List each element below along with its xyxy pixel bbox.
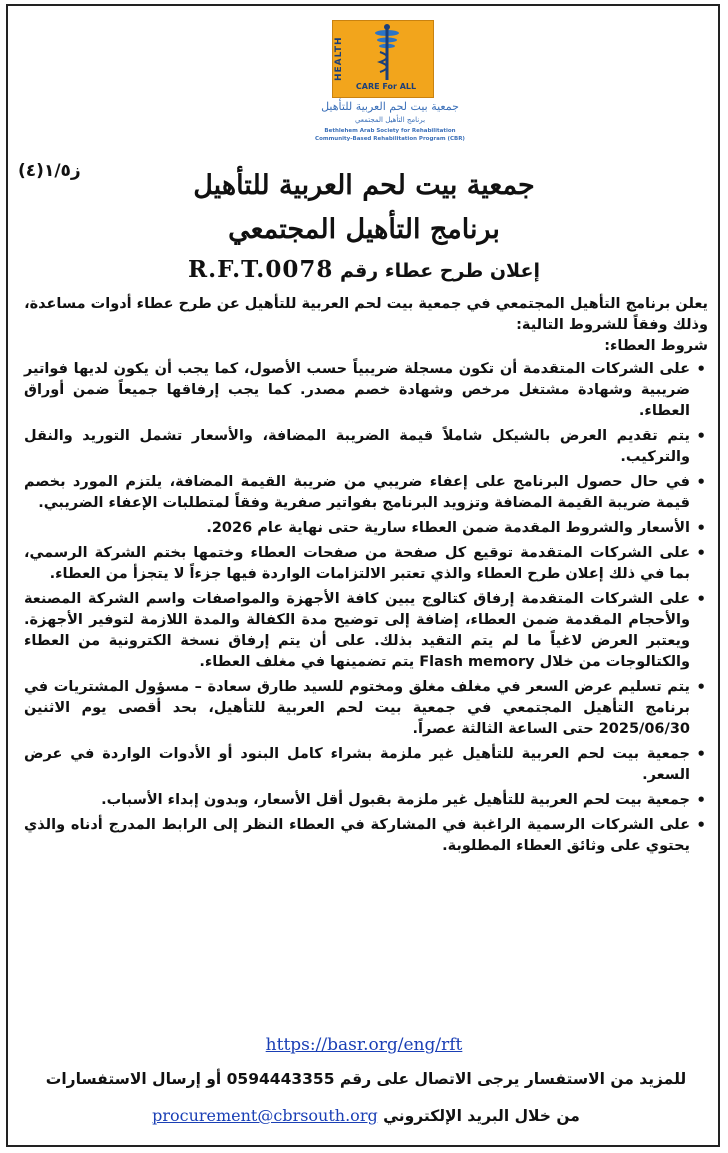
logo-vertical-text: HEALTH	[334, 36, 344, 82]
logo-english-program: Community-Based Rehabilitation Program (CBR)	[315, 136, 465, 142]
term-item: • يتم تسليم عرض السعر في مغلف مغلق ومختوم للسيد طارق سعادة – مسؤول المشتريات في برنامج التأهيل المجتمعي في جمعية بيت لحم العربية للتأهيل، بحد أقصى يوم الاثنين 2025/06/30 حتى الساعة الثالثة عصراً.	[24, 677, 690, 740]
tender-label: إعلان طرح عطاء رقم	[339, 260, 540, 282]
program-title: برنامج التأهيل المجتمعي	[228, 214, 500, 245]
term-item: • على الشركات المتقدمة أن تكون مسجلة ضريبياً حسب الأصول، كما يجب أن يكون لديها فواتير ضريبية وشهادة مشتغل مرخص وشهادة خصم مصدر. كما يجب إرفاقها جميعاً ضمن أوراق العطاء.	[24, 359, 690, 422]
term-item: • في حال حصول البرنامج على إعفاء ضريبي من ضريبة القيمة المضافة، يلتزم المورد بخصم قيمة ضريبة القيمة المضافة وتزويد البرنامج بفواتير صفرية وفقاً لمتطلبات الإعفاء الضريبي.	[24, 472, 690, 514]
term-item: • الأسعار والشروط المقدمة ضمن العطاء سارية حتى نهاية عام 2026.	[24, 518, 690, 539]
logo-arabic-program: برنامج التأهيل المجتمعي	[354, 116, 426, 124]
term-item: • جمعية بيت لحم العربية للتأهيل غير ملزمة بقبول أقل الأسعار، وبدون إبداء الأسباب.	[24, 790, 690, 811]
term-item: • على الشركات المتقدمة توقيع كل صفحة من صفحات العطاء وختمها بختم الشركة الرسمي، بما في ذلك إعلان طرح العطاء والذي تعتبر الالتزامات الواردة فيها جزءاً لا يتجزأ من العطاء.	[24, 543, 690, 585]
caduceus-icon	[362, 24, 412, 84]
logo-arabic-name: جمعية بيت لحم العربية للتأهيل	[321, 100, 459, 113]
tender-documents-link[interactable]: https://basr.org/eng/rft	[265, 1035, 463, 1055]
term-item: • على الشركات الرسمية الراغبة في المشاركة في العطاء النظر إلى الرابط المدرج أدناه والذي يحتوي على وثائق العطاء المطلوبة.	[24, 815, 690, 857]
intro-line-2: وذلك وفقاً للشروط التالية:	[516, 317, 708, 333]
contact-line-2	[24, 1106, 708, 1125]
tender-heading	[0, 256, 728, 283]
contact-email-prefix: من خلال البريد الإلكتروني	[383, 1107, 580, 1125]
organization-title: جمعية بيت لحم العربية للتأهيل	[193, 170, 535, 201]
conditions-heading: شروط العطاء:	[604, 338, 708, 354]
reference-code: ز١/٥(٤)	[18, 161, 81, 181]
announcement-body	[24, 294, 708, 861]
procurement-email-link[interactable]: procurement@cbrsouth.org	[152, 1106, 378, 1125]
intro-line-1: يعلن برنامج التأهيل المجتمعي في جمعية بيت لحم العربية للتأهيل عن طرح عطاء أدوات مساعدة،	[24, 296, 708, 312]
contact-line-1: للمزيد من الاستفسار يرجى الاتصال على رقم 0594443355 أو إرسال الاستفسارات	[45, 1070, 687, 1088]
terms-list	[24, 359, 708, 857]
term-item: • جمعية بيت لحم العربية للتأهيل غير ملزمة بشراء كامل البنود أو الأدوات الواردة في عرض السعر.	[24, 744, 690, 786]
logo-tagline: CARE For ALL	[355, 82, 417, 91]
term-item: • يتم تقديم العرض بالشيكل شاملاً قيمة الضريبة المضافة، والأسعار تشمل التوريد والنقل والتركيب.	[24, 426, 690, 468]
organization-logo	[310, 20, 470, 150]
term-item: • على الشركات المتقدمة إرفاق كتالوج يبين كافة الأجهزة والمواصفات واسم الشركة المصنعة والأحجام المقدمة ضمن العطاء، إضافة إلى توضيح مدة الكفالة والمدة اللازمة لتوفير الأجهزة. ويعتبر العرض لاغياً ما لم يتم التقيد بذلك. على أن يتم إرفاق نسخة الكترونية من العطاء والكتالوجات من خلال Flash memory يتم تضمينها في مغلف العطاء.	[24, 589, 690, 673]
tender-number: R.F.T.0078	[188, 256, 334, 283]
logo-english-name: Bethlehem Arab Society for Rehabilitation	[324, 128, 456, 134]
